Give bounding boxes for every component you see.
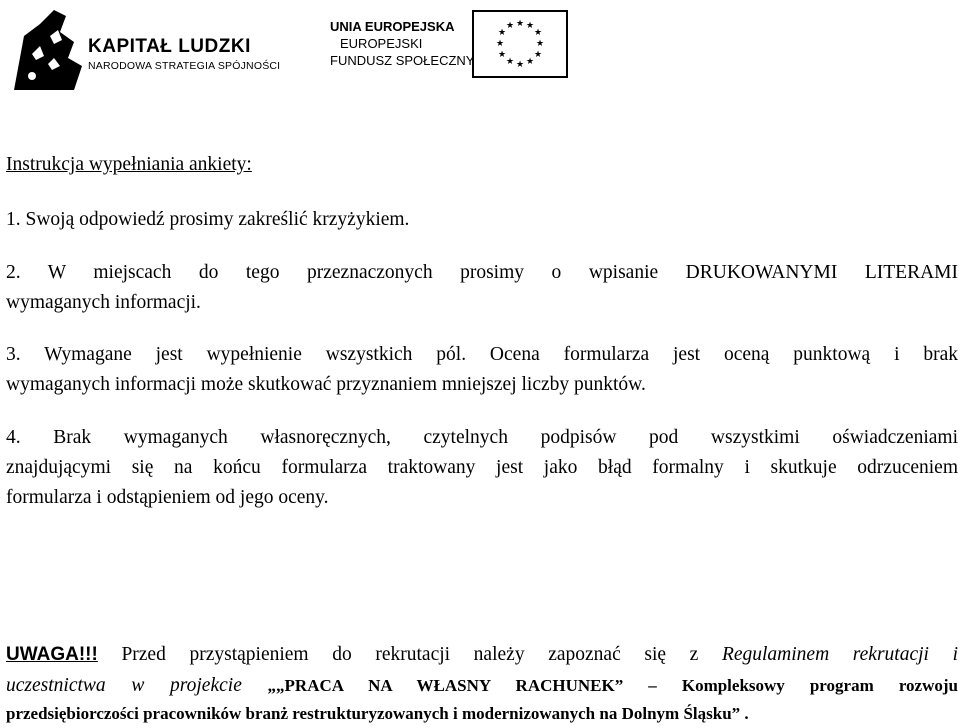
svg-text:★: ★ — [497, 28, 507, 38]
svg-text:★: ★ — [533, 50, 543, 60]
svg-text:★: ★ — [515, 60, 525, 70]
kapital-ludzki-logo-icon — [10, 6, 90, 94]
regulation-title-part-1: Regulaminem rekrutacji i — [721, 644, 959, 665]
project-name-part-2: przedsiębiorczości pracowników branż restrukturyzowanych i modernizowanych na Dolnym Śląsku” — [6, 704, 741, 723]
regulation-title-part-2: uczestnictwa w projekcie — [6, 675, 268, 696]
eu-line-2: EUROPEJSKI — [340, 36, 423, 51]
instruction-item-2-line-2: wymaganych informacji. — [6, 292, 201, 313]
project-name-part-1: „„PRACA NA WŁASNY RACHUNEK” – Kompleksowy program rozwoju — [267, 676, 958, 695]
eu-text-block — [330, 18, 474, 69]
notice-line-2 — [6, 671, 958, 701]
eu-flag-icon — [472, 10, 568, 78]
eu-stars-icon — [474, 12, 566, 76]
instruction-item-3-line-2: wymaganych informacji może skutkować przyznaniem mniejszej liczby punktów. — [6, 374, 646, 395]
instruction-item-4-line-1: 4. Brak wymaganych własnoręcznych, czytelnych podpisów pod wszystkimi oświadczeniami — [6, 427, 958, 448]
svg-text:★: ★ — [525, 21, 535, 31]
notice-label: UWAGA!!! — [6, 644, 98, 665]
eu-line-1: UNIA EUROPEJSKA — [330, 19, 455, 34]
svg-text:★: ★ — [495, 39, 505, 49]
notice-line-1 — [6, 640, 958, 670]
svg-text:★: ★ — [535, 39, 545, 49]
instructions-title: Instrukcja wypełniania ankiety: — [6, 154, 252, 175]
eu-line-3: FUNDUSZ SPOŁECZNY — [330, 53, 475, 68]
kapital-ludzki-subtitle: NARODOWA STRATEGIA SPÓJNOŚCI — [88, 60, 281, 72]
notice-line-1-text: Przed przystąpieniem do rekrutacji należy zapoznać się z — [97, 644, 722, 665]
instruction-item-2-line-1: 2. W miejscach do tego przeznaczonych prosimy o wpisanie DRUKOWANYMI LITERAMI — [6, 262, 958, 283]
svg-text:★: ★ — [533, 28, 543, 38]
svg-text:★: ★ — [505, 21, 515, 31]
instruction-item-3-line-1: 3. Wymagane jest wypełnienie wszystkich pól. Ocena formularza jest oceną punktową i brak — [6, 344, 958, 365]
svg-text:★: ★ — [497, 50, 507, 60]
instruction-item-1: 1. Swoją odpowiedź prosimy zakreślić krzyżykiem. — [6, 209, 410, 230]
notice-line-3-end: . — [740, 704, 749, 723]
instruction-item-4-line-2: znajdującymi się na końcu formularza traktowany jest jako błąd formalny i skutkuje odrzuceniem — [6, 457, 958, 478]
notice-line-3 — [6, 702, 958, 726]
instruction-item-4-line-3: formularza i odstąpieniem od jego oceny. — [6, 487, 329, 508]
svg-text:★: ★ — [515, 19, 525, 29]
svg-text:★: ★ — [505, 57, 515, 67]
svg-text:★: ★ — [525, 57, 535, 67]
kapital-ludzki-title: KAPITAŁ LUDZKI — [88, 36, 251, 57]
